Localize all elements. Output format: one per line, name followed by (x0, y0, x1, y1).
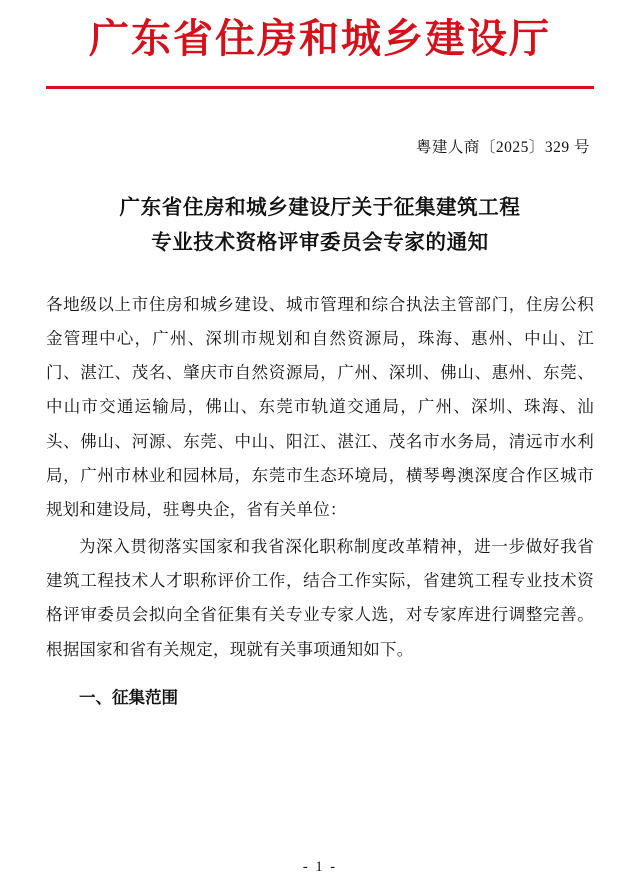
masthead-title: 广东省住房和城乡建设厅 (89, 16, 551, 61)
document-number: 粤建人商〔2025〕329 号 (415, 139, 590, 156)
document-body (46, 288, 594, 667)
section-heading-scope: 一、征集范围 (79, 687, 178, 707)
masthead (46, 0, 594, 89)
body-paragraph-1: 为深入贯彻落实国家和我省深化职称制度改革精神，进一步做好我省建筑工程技术人才职称评价工作，结合工作实际，省建筑工程专业技术资格评审委员会拟向全省征集有关专业专家人选，对专家库进行调整完善。根据国家和省有关规定，现就有关事项通知如下。 (46, 536, 594, 659)
masthead-divider (46, 86, 594, 89)
page-title (46, 191, 594, 262)
page-number: - 1 - (302, 859, 338, 875)
recipients-paragraph: 各地级以上市住房和城乡建设、城市管理和综合执法主管部门，住房公积金管理中心，广州、深圳市规划和自然资源局，珠海、惠州、中山、江门、湛江、茂名、肇庆市自然资源局，广州、深圳、佛山、惠州、东莞、中山市交通运输局，佛山、东莞市轨道交通局，广州、深圳、珠海、汕头、佛山、河源、东莞、中山、阳江、湛江、茂名市水务局，清远市水利局，广州市林业和园林局，东莞市生态环境局，横琴粤澳深度合作区城市规划和建设局，驻粤央企，省有关单位： (46, 294, 594, 520)
page-title-line-2: 专业技术资格评审委员会专家的通知 (151, 232, 489, 255)
page-title-line-1: 广东省住房和城乡建设厅关于征集建筑工程 (119, 197, 521, 219)
